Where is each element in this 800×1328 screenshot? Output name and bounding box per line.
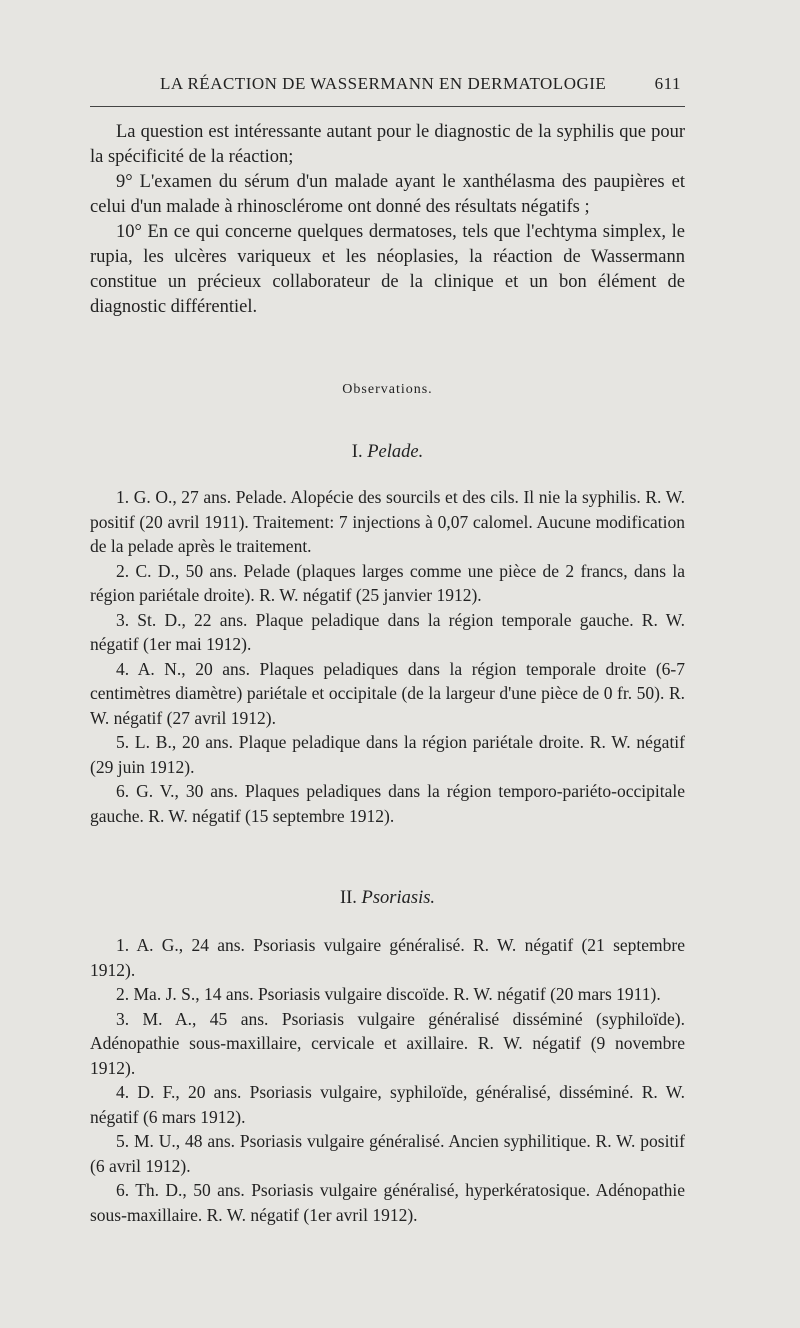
header-rule — [90, 106, 685, 107]
list-item: 2. C. D., 50 ans. Pelade (plaques larges comme une pièce de 2 francs, dans la région pariétale droite). R. W. négatif (25 janvier 1912). — [90, 560, 685, 605]
section-1-heading — [90, 440, 685, 465]
list-item: 6. Th. D., 50 ans. Psoriasis vulgaire généralisé, hyperkératosique. Adénopathie sous-maxillaire. R. W. négatif (1er avril 1912). — [90, 1180, 685, 1225]
list-item: 5. L. B., 20 ans. Plaque peladique dans la région pariétale droite. R. W. négatif (29 juin 1912). — [90, 732, 685, 777]
list-item: 3. St. D., 22 ans. Plaque peladique dans la région temporale gauche. R. W. négatif (1er mai 1912). — [90, 609, 685, 654]
section-2-numeral: II. — [339, 888, 357, 908]
list-item: 4. A. N., 20 ans. Plaques peladiques dans la région temporale droite (6-7 centimètres diamètre) pariétale et occipitale (de la largeur d'une pièce de 0 fr. 50). R. W. négatif (27 avril 1912). — [90, 658, 685, 728]
list-item: 5. M. U., 48 ans. Psoriasis vulgaire généralisé. Ancien syphilitique. R. W. positif (6 avril 1912). — [90, 1131, 685, 1176]
page-number: 611 — [654, 74, 681, 93]
section-1-title: Pelade. — [367, 442, 424, 462]
intro-paragraph-2: 9° L'examen du sérum d'un malade ayant le xanthélasma des paupières et celui d'un malade à rhinosclérome ont donné des résultats négatifs ; — [90, 172, 685, 217]
section-2-list — [90, 933, 685, 1227]
list-item: 1. A. G., 24 ans. Psoriasis vulgaire généralisé. R. W. négatif (21 septembre 1912). — [90, 935, 685, 980]
list-item: 3. M. A., 45 ans. Psoriasis vulgaire généralisé disséminé (syphiloïde). Adénopathie sous-maxillaire, cervicale et axillaire. R. W. négatif (9 novembre 1912). — [90, 1008, 685, 1078]
list-item: 2. Ma. J. S., 14 ans. Psoriasis vulgaire discoïde. R. W. négatif (20 mars 1911). — [116, 984, 661, 1004]
observations-heading — [90, 376, 685, 402]
section-2-title: Psoriasis. — [361, 888, 436, 908]
intro-paragraph-1: La question est intéressante autant pour le diagnostic de la syphilis que pour la spécificité de la réaction; — [90, 122, 685, 167]
section-2-heading — [90, 886, 685, 911]
section-1-list — [90, 485, 685, 828]
page-body — [90, 120, 685, 1227]
list-item: 4. D. F., 20 ans. Psoriasis vulgaire, syphiloïde, généralisé, disséminé. R. W. négatif (6 mars 1912). — [90, 1082, 685, 1127]
intro-paragraph-3: 10° En ce qui concerne quelques dermatoses, tels que l'echtyma simplex, le rupia, les ulcères variqueux et les néoplasies, la réaction de Wassermann constitue un précieux collaborateur de la clinique et un bon élément de diagnostic différentiel. — [90, 222, 685, 317]
list-item: 1. G. O., 27 ans. Pelade. Alopécie des sourcils et des cils. Il nie la syphilis. R. W. positif (20 avril 1911). Traitement: 7 injections à 0,07 calomel. Aucune modification de la pelade après le traitement. — [90, 487, 685, 556]
list-item: 6. G. V., 30 ans. Plaques peladiques dans la région temporo-pariéto-occipitale gauche. R. W. négatif (15 septembre 1912). — [90, 781, 685, 826]
running-title: LA RÉACTION DE WASSERMANN EN DERMATOLOGIE — [160, 74, 607, 93]
observations-heading-text: Observations. — [342, 382, 433, 397]
section-1-numeral: I. — [351, 442, 363, 462]
